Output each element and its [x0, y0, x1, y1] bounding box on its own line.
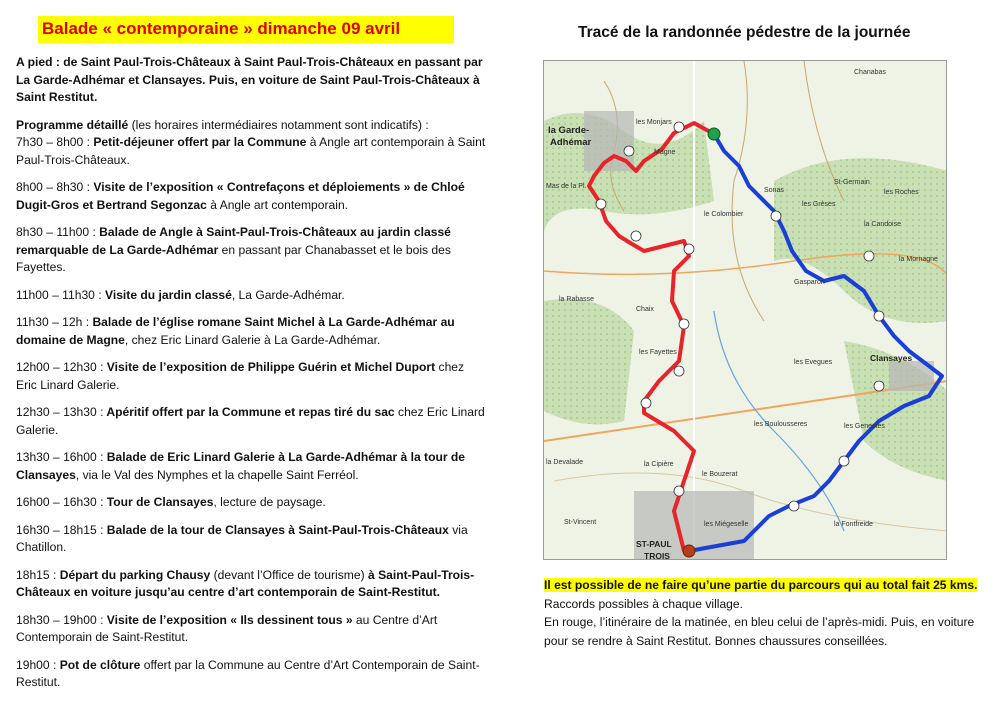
label-sonas: Sonas: [764, 187, 784, 194]
program-item: [16, 314, 486, 349]
label-greses: les Grèses: [802, 201, 836, 208]
item-bold: Tour de Clansayes: [103, 495, 214, 509]
program-item: [16, 494, 486, 512]
end-marker: [683, 545, 695, 557]
program-heading: [16, 117, 486, 135]
label-chaix: Chaix: [636, 306, 654, 313]
item-rest: , chez Eric Linard Galerie à La Garde-Adhémar.: [124, 332, 381, 347]
item-rest: chez Eric Linard Galerie.: [16, 405, 485, 437]
program-column: [16, 54, 486, 702]
item-rest: en passant par Chanabasset et le bois des Fayettes.: [16, 242, 451, 274]
label-trois: TROIS: [644, 551, 670, 560]
label-garde: la Garde-: [548, 125, 590, 136]
label-magne: Magne: [654, 149, 676, 156]
item-time: 18h15 :: [16, 567, 57, 582]
item-time: 8h00 – 8h30 :: [16, 180, 90, 194]
note-line: En rouge, l’itinéraire de la matinée, en bleu celui de l’après-midi. Puis, en voiture pour se rendre à Saint Restitut. Bonnes chaussures conseillées.: [544, 615, 975, 648]
item-rest: , La Garde-Adhémar.: [231, 287, 345, 302]
label-cipiere: la Cipière: [644, 461, 674, 468]
label-monjars: les Monjars: [636, 119, 672, 126]
program-item: [16, 612, 486, 647]
label-evegues: les Evegues: [794, 359, 833, 366]
item-bold: Balade de Eric Linard Galerie à La Garde-Adhémar à la tour de Clansayes: [16, 450, 466, 482]
program-item: [16, 179, 486, 214]
label-fayettes: les Fayettes: [639, 349, 677, 356]
item-rest: , via le Val des Nymphes et la chapelle Saint Ferréol.: [75, 467, 359, 482]
item-bold: Balade de l’église romane Saint Michel à La Garde-Adhémar au domaine de Magne: [16, 315, 455, 347]
item-time: 12h30 – 13h30 :: [16, 405, 104, 419]
start-marker: [708, 128, 720, 140]
label-stvincent: St-Vincent: [564, 519, 597, 526]
label-mas: Mas de la Pl.: [546, 183, 587, 190]
map-canvas: [544, 61, 947, 560]
item-time: 8h30 – 11h00 :: [16, 225, 96, 239]
item-rest: à Angle art contemporain.: [206, 197, 349, 212]
program-heading-bold: Programme détaillé: [16, 117, 129, 132]
label-miegeselle: les Miégeselle: [704, 521, 749, 528]
item-time: 11h00 – 11h30 :: [16, 287, 102, 302]
item-rest: au Centre d’Art Contemporain de Saint-Restitut.: [16, 612, 438, 644]
program-item: [16, 404, 486, 439]
item-bold: Visite du jardin classé: [101, 287, 232, 302]
label-devalade: la Devalade: [546, 459, 583, 466]
item-bold: Balade de la tour de Clansayes à Saint-Paul-Trois-Châteaux: [103, 522, 449, 537]
item-bold: Pot de clôture: [56, 657, 141, 672]
label-stpaul: ST-PAUL: [636, 539, 672, 549]
forest-area: [544, 299, 634, 424]
item-rest: à Angle art contemporain à Saint Paul-Trois-Châteaux.: [16, 135, 486, 167]
label-mornagne: la Mornagne: [899, 256, 938, 263]
item-bold-2: à Saint-Paul-Trois-Châteaux en voiture jusqu’au centre d’art contemporain de Saint-Restitut.: [16, 567, 475, 599]
program-item: [16, 522, 486, 557]
label-genestes: les Genestes: [844, 423, 885, 430]
label-garde-2: Adhémar: [550, 137, 592, 148]
item-time: 16h00 – 16h30 :: [16, 495, 104, 509]
item-time: 11h30 – 12h :: [16, 315, 90, 329]
program-item: [16, 567, 486, 602]
label-fontfreide: la Fontfreide: [834, 521, 873, 528]
item-time: 7h30 – 8h00 :: [16, 135, 90, 149]
label-chanabas: Chanabas: [854, 69, 886, 76]
item-bold: Visite de l’exposition « Ils dessinent tous »: [103, 612, 353, 627]
item-time: 18h30 – 19h00 :: [16, 612, 104, 627]
program-item: [16, 359, 486, 394]
intro-paragraph: A pied : de Saint Paul-Trois-Châteaux à Saint Paul-Trois-Châteaux en passant par La Garde-Adhémar et Clansayes. Puis, en voiture de Saint Paul-Trois-Châteaux à Saint Restitut.: [16, 55, 483, 104]
item-bold: Visite de l’exposition « Contrefaçons et déploiements » de Chloé Dugit-Gros et Bertrand Segonzac: [16, 180, 465, 212]
label-roches: les Roches: [884, 189, 919, 196]
item-time: 13h30 – 16h00 :: [16, 450, 104, 464]
program-heading-rest: (les horaires intermédiaires notamment sont indicatifs) :: [128, 117, 429, 132]
program-list: [16, 117, 486, 170]
item-bold: Apéritif offert par la Commune et repas tiré du sac: [103, 405, 395, 419]
item-rest: , lecture de paysage.: [213, 495, 326, 509]
program-item: [16, 287, 486, 305]
item-rest: via Chatillon.: [16, 522, 468, 554]
label-bouzerat: le Bouzerat: [702, 471, 738, 478]
item-time: 19h00 :: [16, 657, 57, 672]
program-item: [16, 134, 486, 169]
item-time: 12h00 – 12h30 :: [16, 360, 104, 374]
note-line: Raccords possibles à chaque village.: [544, 596, 743, 611]
page-title: Balade « contemporaine » dimanche 09 avril: [42, 19, 401, 38]
program-item: [16, 449, 486, 484]
item-time: 16h30 – 18h15 :: [16, 522, 104, 537]
item-rest: (devant l’Office de tourisme): [210, 567, 368, 582]
label-stgermain: St-Germain: [834, 179, 870, 186]
label-candoise: la Candoise: [864, 221, 901, 228]
route-notes: [544, 576, 984, 650]
route-map: [543, 60, 947, 560]
item-bold: Départ du parking Chausy: [56, 567, 211, 582]
program-item: [16, 224, 486, 277]
map-title: Tracé de la randonnée pédestre de la journée: [578, 24, 911, 41]
program-item: [16, 657, 486, 692]
label-rabasse: la Rabasse: [559, 296, 595, 303]
label-clansayes: Clansayes: [870, 353, 913, 363]
item-bold: Visite de l’exposition de Philippe Guérin et Michel Duport: [103, 360, 436, 374]
label-colombier: le Colombier: [704, 211, 744, 218]
label-boulousseres: les Boulousseres: [754, 421, 808, 428]
note-highlight: Il est possible de ne faire qu’une partie du parcours qui au total fait 25 kms.: [544, 578, 978, 592]
item-rest: offert par la Commune au Centre d’Art Contemporain de Saint-Restitut.: [16, 657, 480, 689]
label-gasparon: Gasparon: [794, 279, 825, 286]
item-rest: chez Eric Linard Galerie.: [16, 360, 465, 392]
item-bold: Petit-déjeuner offert par la Commune: [89, 135, 307, 149]
item-bold: Balade de Angle à Saint-Paul-Trois-Châteaux au jardin classé remarquable de La Garde-Adhémar: [16, 225, 451, 257]
